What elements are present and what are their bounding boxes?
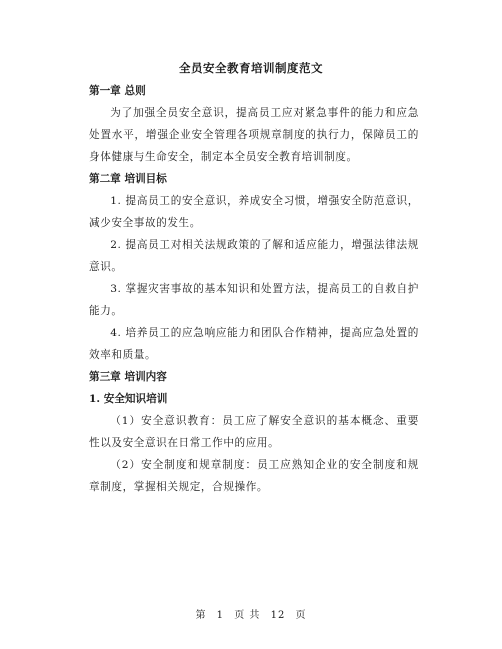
goal-item-2: 2. 提高员工对相关法规政策的了解和适应能力，增强法律法规意识。 xyxy=(89,239,419,273)
content-item-2: （2）安全制度和规章制度：员工应熟知企业的安全制度和规章制度，掌握相关规定，合规操作。 xyxy=(89,459,419,493)
footer-mid: 页 共 xyxy=(234,610,261,621)
document-title: 全员安全教育培训制度范文 xyxy=(179,61,323,75)
footer-prefix: 第 xyxy=(195,610,207,621)
chapter-2-heading: 第二章 培训目标 xyxy=(89,173,167,185)
footer-total-pages: 12 xyxy=(270,610,286,621)
goal-item-1: 1. 提高员工的安全意识，养成安全习惯，增强安全防范意识，减少安全事故的发生。 xyxy=(89,195,419,229)
footer-suffix: 页 xyxy=(295,610,307,621)
footer-page-number: 1 xyxy=(216,610,225,621)
goal-item-4: 4. 培养员工的应急响应能力和团队合作精神，提高应急处置的效率和质量。 xyxy=(89,327,419,361)
goal-item-3: 3. 掌握灾害事故的基本知识和处置方法，提高员工的自救自护能力。 xyxy=(89,283,419,317)
document-body xyxy=(89,80,419,498)
page-footer xyxy=(0,606,502,621)
chapter-1-paragraph: 为了加强全员安全意识，提高员工应对紧急事件的能力和应急处置水平，增强企业安全管理各项规章制度的执行力，保障员工的身体健康与生命安全，制定本全员安全教育培训制度。 xyxy=(89,107,419,163)
chapter-1-heading: 第一章 总则 xyxy=(89,85,146,97)
content-item-1: （1）安全意识教育：员工应了解安全意识的基本概念、重要性以及安全意识在日常工作中的应用。 xyxy=(89,415,419,449)
section-safety-knowledge-heading: 1. 安全知识培训 xyxy=(89,393,168,405)
chapter-3-heading: 第三章 培训内容 xyxy=(89,371,167,383)
